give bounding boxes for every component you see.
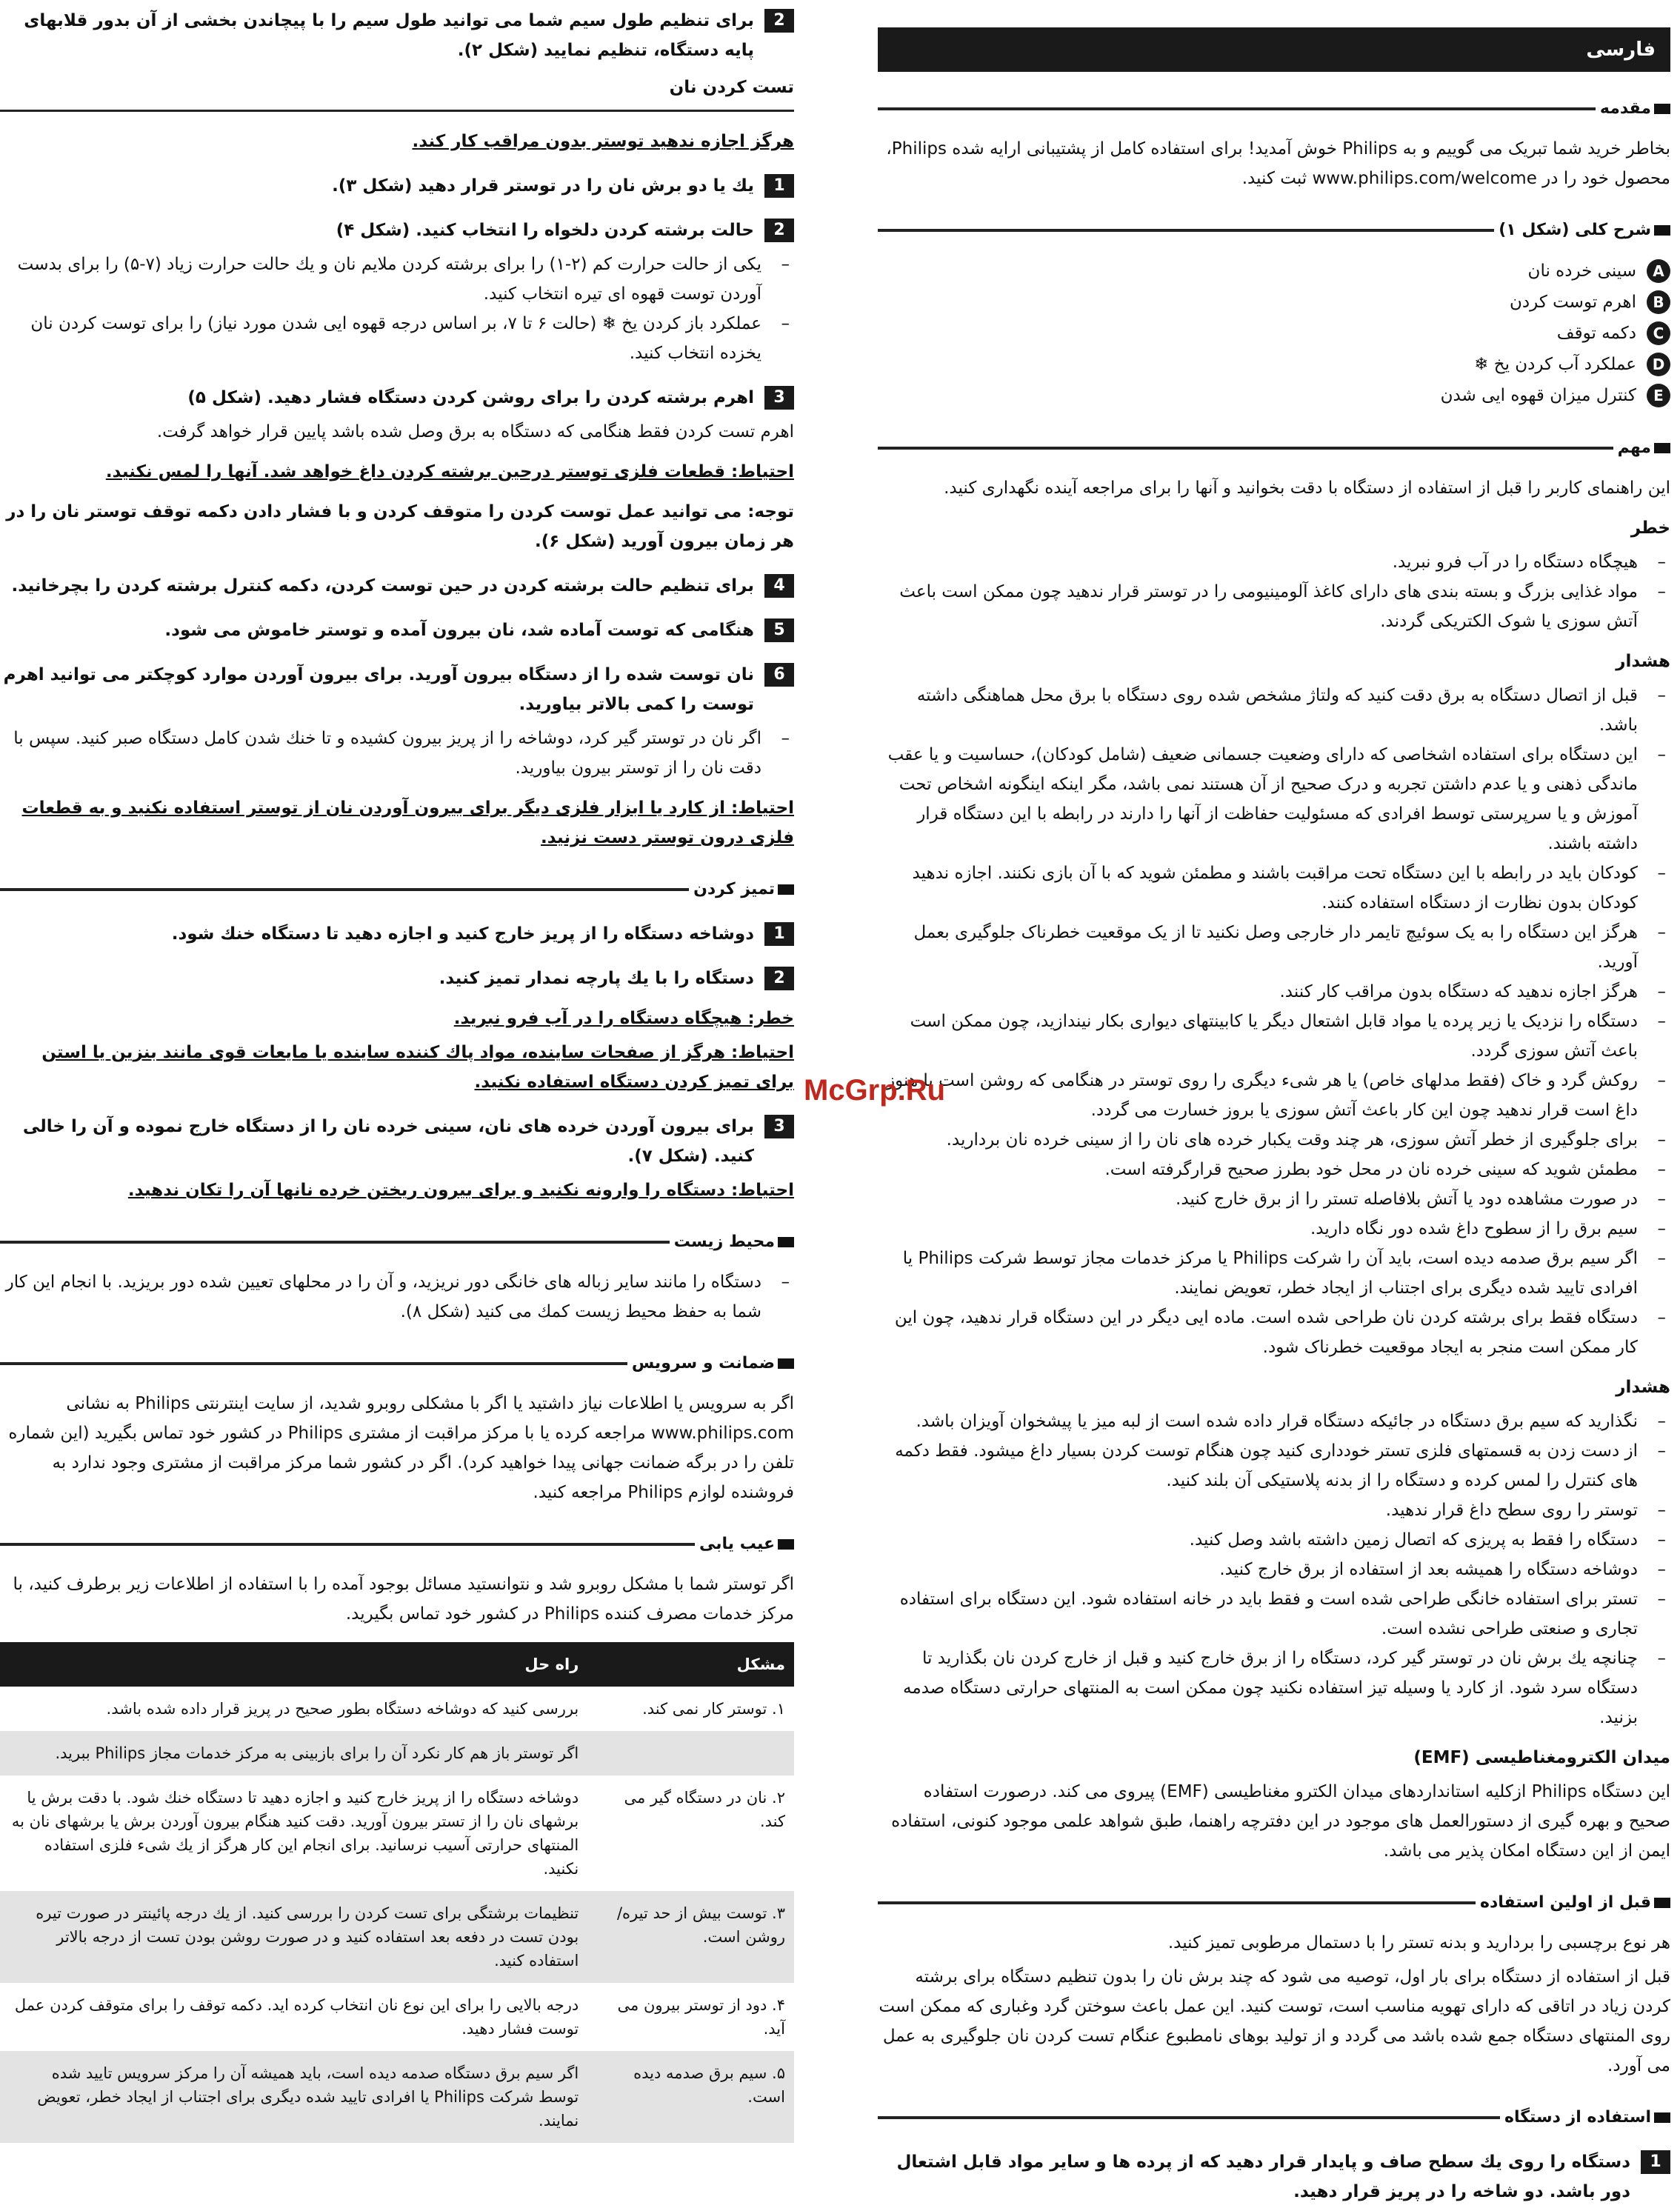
step-number: 1 bbox=[764, 922, 794, 946]
emf-heading: میدان الکترومغناطیسی (EMF) bbox=[1413, 1748, 1670, 1767]
table-row bbox=[0, 1687, 794, 1731]
watermark: McGrp.Ru bbox=[804, 1074, 946, 1107]
heading-marker bbox=[778, 884, 794, 895]
heading-label: مهم bbox=[1617, 438, 1651, 457]
language-title-bar bbox=[878, 27, 1670, 72]
step-text: برای تنظیم طول سیم شما می توانید طول سیم را با پیچاندن بخشی از آن بدور قلابهای پایه دستگاه، تنظیم نمایید (شکل ۲). bbox=[24, 11, 754, 60]
part-label: کنترل میزان قهوه ایی شدن bbox=[1440, 386, 1636, 405]
step2-item: – یکی از حالت حرارت کم (۲-۱) را برای برشته کردن ملایم نان و یك حالت حرارت زیاد (۷-۵) را برای بدست آوردن توست قهوه ای تیره انتخاب کنید. bbox=[0, 250, 794, 309]
warning-heading: هشدار bbox=[1616, 652, 1670, 671]
step-text: یك یا دو برش نان را در توستر قرار دهید (شكل ۳). bbox=[332, 176, 754, 196]
danger-item: – مواد غذایی بزرگ و بسته بندی های دارای کاغذ آلومینیومی را در توستر قرار ندهید چون ممکن است باعث آتش سوزی یا شوک الکتریکی گردند. bbox=[878, 577, 1670, 636]
table-row bbox=[0, 1775, 794, 1891]
environment-item: – دستگاه را مانند سایر زباله های خانگی دور نریزید، و آن را در محلهای تعیین شده دور بریزید. با انجام این کار شما به حفظ محیط زیست کمك می کنید (شکل ۸). bbox=[0, 1267, 794, 1327]
problem-cell: ۵. سیم برق صدمه دیده است. bbox=[587, 2051, 794, 2143]
step-text: دستگاه را روی یك سطح صاف و پایدار قرار دهید که از پرده ها و سایر مواد قابل اشتعال دور باشد. دو شاخه را در پریز قرار دهید. bbox=[896, 2152, 1630, 2201]
heading-marker bbox=[778, 1358, 794, 1369]
toast-step bbox=[0, 171, 794, 201]
step-text: حالت برشته کردن دلخواه را انتخاب کنید. (شكل ۴) bbox=[336, 221, 754, 240]
toast-step bbox=[0, 383, 794, 413]
table-row bbox=[0, 1891, 794, 1983]
caution-item: – نگذارید که سیم برق دستگاه در جائیکه دستگاه قرار داده شده است از لبه میز یا پیشخوان آویزان باشد. bbox=[878, 1407, 1670, 1436]
right-column bbox=[878, 0, 1670, 2211]
toast-step bbox=[0, 571, 794, 601]
warning-item: – سیم برق را از سطوح داغ شده دور نگاه دارید. bbox=[878, 1214, 1670, 1244]
part-letter-icon: A bbox=[1647, 259, 1670, 283]
step-number: 4 bbox=[764, 574, 794, 598]
never-unattended: هرگز اجازه ندهید توستر بدون مراقب کار کند. bbox=[412, 132, 794, 151]
caution-hot-parts: احتیاط: قطعات فلزی توستر درحین برشته کردن داغ خواهد شد. آنها را لمس نکنید. bbox=[105, 462, 794, 481]
part-label: سینی خرده نان bbox=[1527, 261, 1636, 281]
left-column bbox=[0, 0, 794, 2143]
emf-text: این دستگاه Philips ازکلیه استانداردهای میدان الکترو مغناطیسی (EMF) پیروی می کند. درصورت استفاده صحیح و بهره گیری از دستورالعمل های موجود در این دفترچه راهنما، طبق شواهد علمی موجود کنونی، استفاده ایمن از این دستگاه امکان پذیر می باشد. bbox=[891, 1782, 1670, 1861]
caution-item: – دستگاه را فقط به پریزی که اتصال زمین داشته باشد وصل کنید. bbox=[878, 1525, 1670, 1555]
warning-item: – هرگز این دستگاه را به یک سوئیچ تایمر دار خارجی وصل نکنید تا از یک موقعیت خطرناک جلوگیری بعمل آورید. bbox=[878, 918, 1670, 977]
clean-step bbox=[0, 919, 794, 949]
clean-step bbox=[0, 964, 794, 993]
section-heading-overview bbox=[878, 216, 1670, 245]
caution-upside-down: احتیاط: دستگاه را وارونه نکنید و برای بیرون ریختن خرده نانها آن را تکان ندهید. bbox=[127, 1181, 794, 1200]
section-heading-important bbox=[878, 433, 1670, 463]
section-heading-first-use bbox=[878, 1888, 1670, 1918]
first-use-text: قبل از استفاده از دستگاه برای بار اول، توصیه می شود که چند برش نان را بدون تنظیم دستگاه برای برشته کردن زیاد در اتاقی که دارای تهویه مناسب است، توست کنید. این عمل باعث سوختن گرد وغباری که ممکن است روی المنتهای دستگاه جمع شده باشد می گردد و از تولید بوهای نامطبوع عنگام تست کردن نان جلوگیری به عمل می آورد. bbox=[879, 1967, 1670, 2075]
warning-item: – اگر سیم برق صدمه دیده است، باید آن را شرکت Philips یا مرکز خدمات مجاز توسط شرکت Philips یا افرادی تایید شده دیگری برای اجتناب از ایجاد خطر، تعویض نمایند. bbox=[878, 1244, 1670, 1303]
warning-item: – قبل از اتصال دستگاه به برق دقت کنید که ولتاژ مشخص شده روی دستگاه با برق محل هماهنگی داشته باشد. bbox=[878, 681, 1670, 740]
problem-cell: ۳. توست بیش از حد تیره/روشن است. bbox=[587, 1891, 794, 1983]
clean-step bbox=[0, 1112, 794, 1171]
problem-cell: ۲. نان در دستگاه گیر می کند. bbox=[624, 1789, 785, 1830]
part-item bbox=[878, 380, 1670, 411]
heading-label: استفاده از دستگاه bbox=[1504, 2108, 1651, 2127]
solution-cell: دوشاخه دستگاه را از پریز خارج کنید و اجازه دهید تا دستگاه خنك شود. با دقت برش یا برشهای نان را از تستر بیرون آورید. دقت کنید هنگام بیرون آوردن برش یا برشهای نان به المنتهای حرارتی آسیب نرسانید. برای انجام این کار هرگز از یك شیء فلزی استفاده نکنید. bbox=[11, 1789, 579, 1878]
section-heading-environment bbox=[0, 1227, 794, 1257]
heading-label: شرح کلی (شکل ۱) bbox=[1499, 221, 1651, 239]
heading-label: مقدمه bbox=[1599, 99, 1651, 118]
step-text: برای تنظیم حالت برشته کردن در حین توست کردن، دکمه کنترل برشته کردن را بچرخانید. bbox=[11, 576, 754, 596]
heading-rule bbox=[0, 1362, 627, 1365]
section-rule bbox=[0, 110, 794, 112]
heading-label: ضمانت و سرویس bbox=[631, 1354, 775, 1373]
step-number: 2 bbox=[764, 967, 794, 990]
warning-item: – برای جلوگیری از خطر آتش سوزی، هر چند وقت یکبار خرده های نان را از سینی خرده نان بردارید. bbox=[878, 1125, 1670, 1155]
heading-label: تمیز کردن bbox=[693, 880, 775, 898]
part-letter-icon: E bbox=[1647, 384, 1670, 407]
part-label: عملکرد آب کردن یخ ❄ bbox=[1474, 355, 1636, 374]
parts-list bbox=[878, 256, 1670, 411]
heading-marker bbox=[1654, 104, 1670, 114]
solution-cell: اگر سیم برق دستگاه صدمه دیده است، باید همیشه آن را مرکز سرویس تایید شده توسط شرکت Philips یا افرادی تایید شده دیگری برای اجتناب از ایجاد خطر، تعویض نمایند. bbox=[0, 2051, 587, 2143]
warning-item: – در صورت مشاهده دود یا آتش بلافاصله تستر را از برق خارج کنید. bbox=[878, 1184, 1670, 1214]
problem-cell bbox=[587, 1731, 794, 1775]
step-number: 3 bbox=[764, 386, 794, 410]
toast-step bbox=[0, 216, 794, 245]
cord-step bbox=[0, 6, 794, 65]
step-number: 2 bbox=[764, 219, 794, 242]
language-title: فارسی bbox=[1586, 39, 1656, 61]
intro-text: بخاطر خرید شما تبریک می گوییم و به Philips خوش آمدید! برای استفاده کامل از پشتیبانی ارایه شده Philips، محصول خود را در www.philips.com/welcome ثبت کنید. bbox=[886, 139, 1670, 188]
using-step bbox=[878, 2147, 1670, 2207]
warning-item: – دستگاه را نزدیک یا زیر پرده یا مواد قابل اشتعال دیگر یا کابینتهای دیواری بکار نیندازید، چون ممکن است باعث آتش سوزی گردد. bbox=[878, 1007, 1670, 1066]
solution-cell: بررسی کنید که دوشاخه دستگاه بطور صحیح در پریز قرار داده شده باشد. bbox=[106, 1700, 579, 1718]
step-number: 1 bbox=[764, 174, 794, 198]
important-text: این راهنمای کاربر را قبل از استفاده از دستگاه با دقت بخوانید و آنها را برای مراجعه آینده نگهداری کنید. bbox=[944, 478, 1670, 498]
caution-item: – تستر برای استفاده خانگی طراحی شده است و فقط باید در خانه استفاده شود. این دستگاه برای استفاده تجاری و صنعتی طراحی نشده است. bbox=[878, 1584, 1670, 1644]
part-item bbox=[878, 256, 1670, 287]
troubleshooting-text: اگر توستر شما با مشکل روبرو شد و نتوانستید مسائل بوجود آمده را با استفاده از اطلاعات زیر برطرف کنید، با مرکز خدمات مصرف کننده Philips در کشور خود تماس بگیرید. bbox=[13, 1575, 794, 1624]
danger-water: خطر: هیچگاه دستگاه را در آب فرو نبرید. bbox=[453, 1009, 794, 1028]
heading-marker bbox=[1654, 225, 1670, 236]
section-heading-intro bbox=[878, 94, 1670, 124]
danger-item: – هیچگاه دستگاه را در آب فرو نبرید. bbox=[878, 547, 1670, 577]
part-letter-icon: B bbox=[1647, 290, 1670, 314]
solution-cell: اگر توستر باز هم کار نکرد آن را برای بازبینی به مرکز خدمات مجاز Philips ببرید. bbox=[0, 1731, 587, 1775]
warning-item: – روکش گرد و خاک (فقط مدلهای خاص) یا هر شیء دیگری را روی توستر در هنگامی که روشن است یا هنوز داغ است قرار ندهید چون این کار باعث آتش سوزی یا بروز خسارت می گردد. bbox=[878, 1066, 1670, 1125]
step-text: نان توست شده را از دستگاه بیرون آورید. برای بیرون آوردن موارد کوچکتر می توانید اهرم توست را کمی بالاتر بیاورید. bbox=[3, 665, 754, 714]
heading-marker bbox=[778, 1539, 794, 1550]
section-heading-using bbox=[878, 2103, 1670, 2132]
caution-item: – از دست زدن به قسمتهای فلزی تستر خودداری کنید چون هنگام توست کردن بسیار داغ میشود. فقط دکمه های کنترل را لمس کرده و دستگاه را از بدنه پلاستیکی آن بلند کنید. bbox=[878, 1436, 1670, 1495]
solution-cell: درجه بالایی را برای این نوع نان انتخاب کرده اید. دکمه توقف را برای متوقف کردن عمل توست فشار دهید. bbox=[14, 1996, 579, 2038]
step-number: 2 bbox=[764, 9, 794, 33]
step-number: 1 bbox=[1641, 2150, 1670, 2174]
table-row bbox=[0, 1731, 794, 1775]
column-header-solution: راه حل bbox=[0, 1642, 587, 1687]
step-text: دستگاه را با یك پارچه نمدار تمیز کنید. bbox=[439, 969, 754, 988]
heading-label: عیب یابی bbox=[699, 1535, 775, 1553]
column-header-problem: مشکل bbox=[587, 1642, 794, 1687]
step6-item: – اگر نان در توستر گیر کرد، دوشاخه را از پریز بیرون کشیده و تا خنك شدن کامل دستگاه صبر کنید. سپس با دقت نان را از توستر بیرون بیاورید. bbox=[0, 724, 794, 783]
heading-marker bbox=[1654, 1898, 1670, 1908]
caution-metal-tools: احتیاط: از کارد یا ابزار فلزی دیگر برای بیرون آوردن نان از توستر استفاده نکنید و به قطعات فلزی درون توستر دست نزنید. bbox=[21, 798, 794, 847]
warning-item: – مطمئن شوید که سینی خرده نان در محل خود بطرز صحیح قرارگرفته است. bbox=[878, 1155, 1670, 1184]
step3-note: اهرم تست کردن فقط هنگامی که دستگاه به برق وصل شده باشد پایین قرار خواهد گرفت. bbox=[156, 422, 794, 441]
caution-item: – چنانچه یك برش نان در توستر گیر کرد، دستگاه را از برق خارج کنید و قبل از خارج کردن نان بگذارید تا دستگاه سرد شود. از کارد یا وسیله تیز استفاده نکنید چون ممکن است به المنتهای حرارتی دستگاه صدمه بزنید. bbox=[878, 1644, 1670, 1733]
heading-rule bbox=[878, 107, 1596, 110]
caution-abrasives: احتیاط: هرگز از صفحات ساینده، مواد پاك کننده ساینده یا مایعات قوی مانند بنزین یا استن برای تمیز کردن دستگاه استفاده نکنید. bbox=[41, 1043, 794, 1092]
solution-cell: تنظیمات برشتگی برای تست کردن را بررسی کنید. از یك درجه پائینتر در صورت تیره بودن تست در دفعه بعد استفاده کنید و در صورت روشن بودن تست از درجه بالاتر استفاده کنید. bbox=[0, 1891, 587, 1983]
step-text: برای بیرون آوردن خرده های نان، سینی خرده نان را از دستگاه خارج نموده و آن را خالی کنید. (شکل ۷). bbox=[22, 1117, 754, 1166]
step-text: دوشاخه دستگاه را از پریز خارج کنید و اجازه دهید تا دستگاه خنك شود. bbox=[171, 924, 754, 944]
toast-step bbox=[0, 660, 794, 719]
heading-label: محیط زیست bbox=[673, 1233, 775, 1251]
toast-step bbox=[0, 616, 794, 645]
warning-item: – دستگاه فقط برای برشته کردن نان طراحی شده است. ماده ایی دیگر در این دستگاه قرار ندهید، چون این کار ممکن است منجر به ایجاد موقعیت خطرناک شود. bbox=[878, 1303, 1670, 1362]
problem-cell: ۱. توستر کار نمی کند. bbox=[642, 1700, 785, 1718]
part-item bbox=[878, 318, 1670, 349]
problem-cell: ۴. دود از توستر بیرون می آید. bbox=[617, 1996, 785, 2038]
part-item bbox=[878, 349, 1670, 380]
toasting-heading: تست کردن نان bbox=[669, 78, 794, 97]
caution-item: – دوشاخه دستگاه را همیشه بعد از استفاده از برق خارج کنید. bbox=[878, 1555, 1670, 1584]
danger-heading: خطر bbox=[1630, 518, 1670, 538]
heading-rule bbox=[878, 1901, 1476, 1904]
heading-rule bbox=[0, 1543, 695, 1546]
caution-heading: هشدار bbox=[1616, 1378, 1670, 1397]
heading-rule bbox=[878, 447, 1613, 450]
heading-rule bbox=[0, 888, 689, 891]
step-number: 5 bbox=[764, 618, 794, 642]
warning-item: – هرگز اجازه ندهید که دستگاه بدون مراقب کار کنند. bbox=[878, 977, 1670, 1007]
section-heading-cleaning bbox=[0, 875, 794, 904]
heading-marker bbox=[1654, 2112, 1670, 2123]
step-number: 6 bbox=[764, 663, 794, 687]
heading-rule bbox=[878, 229, 1494, 232]
part-label: دکمه توقف bbox=[1556, 324, 1636, 343]
heading-rule bbox=[0, 1241, 670, 1244]
table-header-row bbox=[0, 1642, 794, 1687]
part-label: اهرم توست کردن bbox=[1510, 293, 1636, 312]
warning-item: – این دستگاه برای استفاده اشخاصی که دارای وضعیت جسمانی ضعیف (شامل کودکان)، حساسیت و یا عقب ماندگی ذهنی و یا عدم داشتن تجربه و درک صحیح از آن هستند نمی باشد، مگر اینکه اینگونه اشخاص تحت آموزش و یا سرپرستی توسط افرادی که مسئولیت حفاظت از آنها را دارند در رابطه با این دستگاه قرار داشته باشند. bbox=[878, 740, 1670, 858]
note-stop: توجه: می توانید عمل توست کردن را متوقف کردن و با فشار دادن دکمه توقف توستر نان را در هر زمان بیرون آورید (شکل ۶). bbox=[6, 502, 794, 551]
section-heading-troubleshooting bbox=[0, 1530, 794, 1559]
warning-item: – کودکان باید در رابطه با این دستگاه تحت مراقبت باشند و مطمئن شوید که با آن بازی نکنند. اجازه ندهید کودکان بدون نظارت از دستگاه استفاده کنند. bbox=[878, 858, 1670, 918]
step-text: هنگامی که توست آماده شد، نان بیرون آمده و توستر خاموش می شود. bbox=[164, 621, 754, 640]
part-letter-icon: D bbox=[1647, 353, 1670, 376]
table-row bbox=[0, 2051, 794, 2143]
heading-label: قبل از اولین استفاده bbox=[1480, 1893, 1651, 1912]
step2-item: – عملکرد باز کردن یخ ❄ (حالت ۶ تا ۷، بر اساس درجه قهوه ایی شدن مورد نیاز) را برای توست کردن نان یخزده انتخاب کنید. bbox=[0, 309, 794, 368]
section-heading-warranty bbox=[0, 1349, 794, 1378]
part-letter-icon: C bbox=[1647, 321, 1670, 345]
warranty-text: اگر به سرویس یا اطلاعات نیاز داشتید یا اگر با مشکلی روبرو شدید، از سایت اینترنتی Philips به نشانی www.philips.com مراجعه کرده یا با مرکز مراقبت از مشتری Philips در کشور خود تماس بگیرید (این شماره تلفن را در برگه ضمانت جهانی پیدا خواهید کرد). اگر در کشور شما مرکز مراقبت از مشتری وجود ندارد به فروشنده لوازم Philips مراجعه کنید. bbox=[8, 1394, 794, 1502]
step-number: 3 bbox=[764, 1115, 794, 1138]
first-use-text: هر نوع برچسبی را بردارید و بدنه تستر را با دستمال مرطوبی تمیز کنید. bbox=[1167, 1933, 1670, 1952]
heading-marker bbox=[778, 1237, 794, 1247]
heading-rule bbox=[878, 2116, 1500, 2119]
caution-item: – توستر را روی سطح داغ قرار ندهید. bbox=[878, 1495, 1670, 1525]
troubleshooting-table bbox=[0, 1642, 794, 2143]
part-item bbox=[878, 287, 1670, 318]
step-text: اهرم برشته کردن را برای روشن کردن دستگاه فشار دهید. (شكل ۵) bbox=[187, 388, 754, 407]
heading-marker bbox=[1654, 443, 1670, 453]
table-row bbox=[0, 1983, 794, 2051]
